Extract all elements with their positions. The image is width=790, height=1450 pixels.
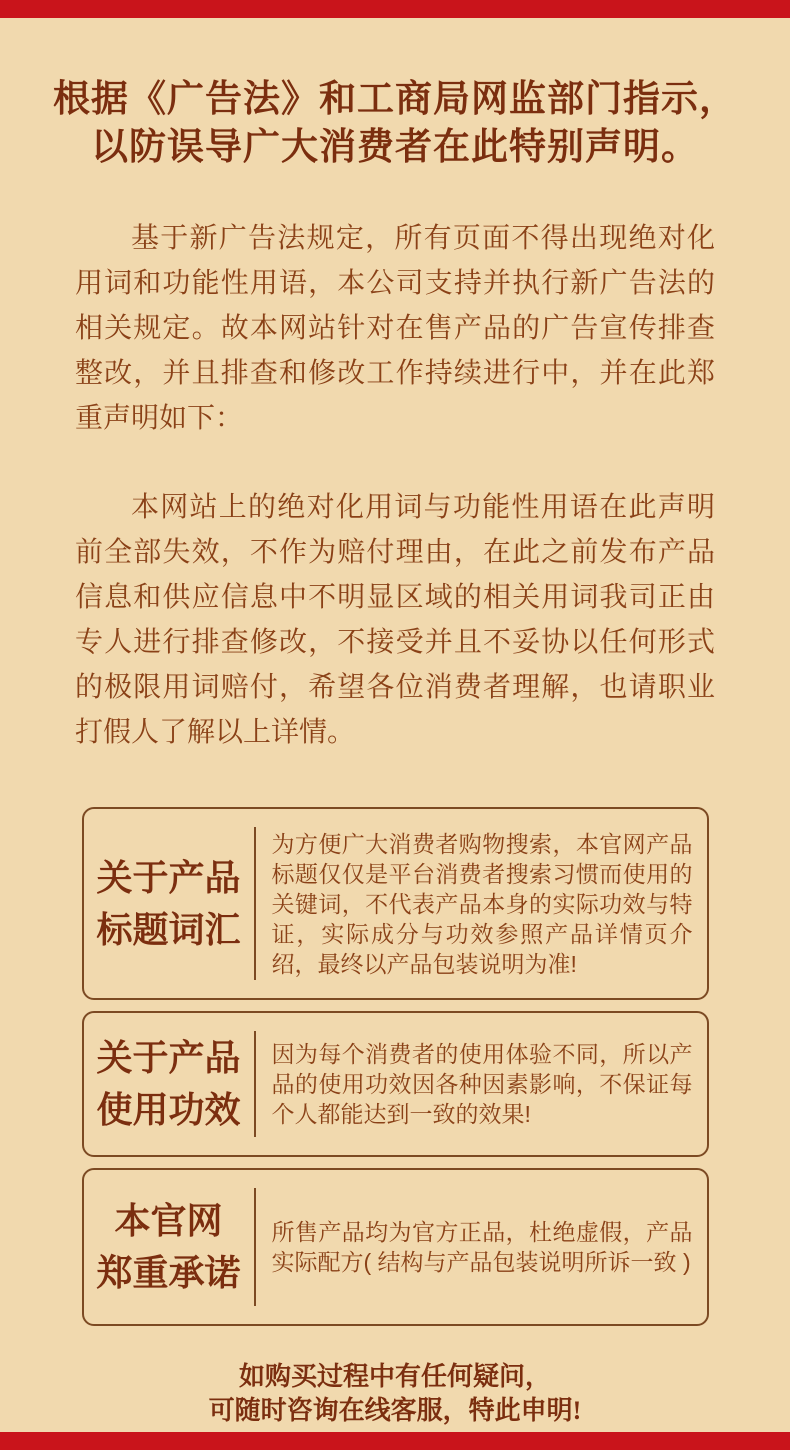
top-red-bar (0, 0, 790, 18)
disclaimer-paragraph-1: 基于新广告法规定，所有页面不得出现绝对化用词和功能性用语，本公司支持并执行新广告法的相关规定。故本网站针对在售产品的广告宣传排查整改，并且排查和修改工作持续进行中，并在此郑重声明如下： (75, 223, 715, 434)
box-title-line1: 关于产品 (96, 1038, 241, 1078)
box-title-line2: 使用功效 (96, 1090, 241, 1130)
box-title-line1: 关于产品 (96, 857, 241, 898)
notice-box-text: 所售产品均为官方正品，杜绝虚假，产品实际配方( 结构与产品包装说明所诉一致 ) (271, 1219, 693, 1275)
notice-box-product-effect (82, 1011, 709, 1157)
bottom-red-bar (0, 1432, 790, 1450)
notice-box-list (82, 807, 709, 1326)
box-title-line1: 本官网 (114, 1201, 223, 1241)
notice-box-title-product-effect (84, 1013, 254, 1155)
notice-box-body (256, 1170, 707, 1324)
notice-box-body (256, 1013, 707, 1155)
page-title (0, 76, 790, 172)
notice-box-text: 因为每个消费者的使用体验不同，所以产品的使用功效因各种因素影响，不保证每个人都能达到一致的效果! (271, 1041, 693, 1127)
footer-line1: 如购买过程中有任何疑问， (238, 1362, 551, 1391)
notice-box-product-title (82, 807, 709, 1000)
disclaimer-paragraph-2: 本网站上的绝对化用词与功能性用语在此声明前全部失效，不作为赔付理由，在此之前发布产品信息和供应信息中不明显区域的相关用词我司正由专人进行排查修改，不接受并且不妥协以任何形式的极限用词赔付，希望各位消费者理解，也请职业打假人了解以上详情。 (75, 492, 715, 748)
notice-box-body (256, 809, 707, 998)
footer-note (0, 1360, 790, 1428)
notice-box-title-official-promise (84, 1170, 254, 1324)
page-title-line1: 根据《广告法》和工商局网监部门指示， (53, 79, 737, 120)
box-title-line2: 郑重承诺 (96, 1253, 241, 1293)
page-title-line2: 以防误导广大消费者在此特别声明。 (91, 127, 699, 168)
notice-box-text: 为方便广大消费者购物搜索，本官网产品标题仅仅是平台消费者搜索习惯而使用的关键词，不代表产品本身的实际功效与特证，实际成分与功效参照产品详情页介绍，最终以产品包装说明为准! (271, 830, 693, 977)
notice-box-title-product-title (84, 809, 254, 998)
box-title-line2: 标题词汇 (96, 909, 241, 950)
notice-box-official-promise (82, 1168, 709, 1326)
footer-line2: 可随时咨询在线客服，特此申明! (208, 1396, 582, 1425)
